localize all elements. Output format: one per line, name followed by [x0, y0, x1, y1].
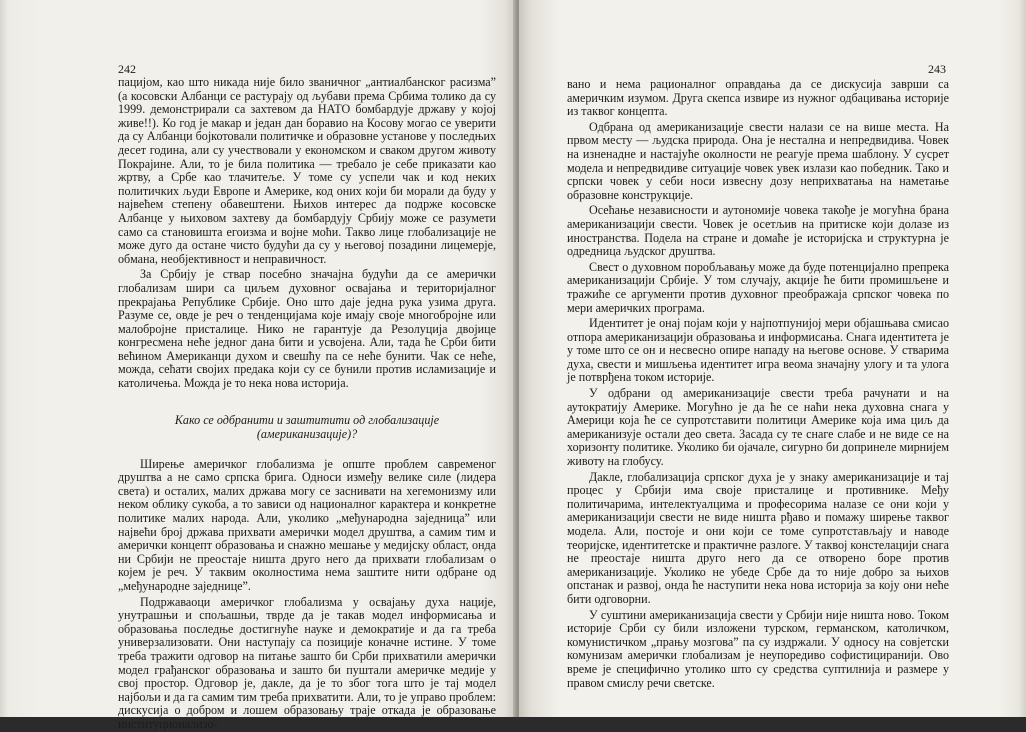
paragraph: Идентитет је онај појам који у најпотпунијој мери објашњава смисао отпора американизацији образовања и информисања. Снага идентитета је у томе што се он и несвесно опире нападу на његове основе. У стварима духа, свести и мишљења идентитет игра веома значајну улогу и та улога је потврђена током историје.: [567, 316, 949, 385]
paragraph: У суштини американизација свести у Србији није ништа ново. Током историје Срби су били изложени турском, германском, католичком, комунистичком „прању мозгова” па су издржали. У односу на совјетски комунизам амерички глобализам је неупоредиво софистициранији. Ово време је специфично утолико што су средства суптилнија и размере у правом смислу речи светске.: [567, 607, 949, 690]
right-page: [519, 0, 1026, 717]
section-heading: [118, 413, 496, 441]
paragraph: Свест о духовном поробљавању може да буде потенцијално препрека американизацији Србије. У том случају, акције ће бити промишљене и тражиће се аргументи против духовног преображаја српског човека по мери америчких програма.: [567, 259, 949, 315]
section-heading-line: Како се одбранити и заштитити од глобализације: [174, 412, 440, 427]
left-page-text: [118, 76, 496, 732]
paragraph: Подржаваоци америчког глобализма у освајању духа нације, унутрашњи и спољашњи, тврде да је такав модел информисања и образовања последње достигнуће науке и демократије и да га треба универзализовати. Они наступају са позиције коначне истине. У томе треба тражити одговор на питање зашто би Срби прихватили амерички модел грађанског образовања и зашто би пуштали америчке медије у свој простор. Одговор је, дакле, да је то због тога што је тај модел најбољи и да га самим тим треба прихватити. Али, то је управо проблем: дискусија о добром и лошем образовању траје откада је образовање институционализо-: [118, 594, 496, 731]
page-number-right: 243: [928, 62, 946, 76]
paragraph: Осећање независности и аутономије човека такође је могућна брана американизацији свести. Човек је осетљив на притиске који долазе из иностранства. Подела на стране и домаће је историјска и структурна је одредница људског друштва.: [567, 203, 949, 259]
paragraph: За Србију је ствар посебно значајна будући да се амерички глобализам шири са циљем духовног освајања и територијалног прекрајања Републике Србије. Оно што даје једна рука узима друга. Разуме се, овде је реч о тенденцијама које имају своје многобројне или малобројне присталице. Нико не гарантује да Резолуција двојице конгресмена неће једног дана бити и усвојена. Али, тада ће Срби бити већином Американци духом и свешћу па се неће бунити. Чак се неће, можда, сећати својих предака који су се бунили против исламизације и католичења. Можда је то нека нова историја.: [118, 267, 496, 391]
paragraph: У одбрани од американизације свести треба рачунати и на аутократију Америке. Могућно је да ће се наћи нека духовна снага у Америци која ће се супротставити политици Америке која има циљ да американизује остали део света. Засада су те снаге слабе и не виде се на хоризонту политике. Уколико би ојачале, сигурно би допринеле мирнијем животу на глобусу.: [567, 386, 949, 469]
paragraph: пацијом, као што никада није било званичног „антиалбанског расизма” (а косовски Албанци се растурају од љубави према Србима толико да су 1999. демонстрирали са захтевом да НАТО бомбардује државу у којој живе!!). Ко год је макар и један дан боравио на Косову могао се уверити да су Албанци бојкотовали политичке и образовне установе у последњих десет година, али су учествовали у економском и сваком другом животу Покрајине. Али, то је била политика — требало је себе приказати као жртву, а Србе као тлачитеље. У томе су успели чак и код неких политичких људи Европе и Америке, код оних који би морали да буду у највећем степену обавештени. Њихов интерес да подрже косовске Албанце у њиховом захтеву да бомбардују Србију може се разумети само са становишта егоизма и војне моћи. Такво лице глобализације не може дуго да остане чисто будући да су у његовој позадини лицемерје, обмана, необјективност и неправичност.: [118, 75, 496, 266]
paragraph: Дакле, глобализација српског духа је у знаку американизације и тај процес у Србији има своје присталице и противнике. Међу политичарима, интелектуалцима и професорима налазе се они који у американизацији свести не виде ништа рђаво и помажу ширење таквог модела. Али, постоје и они који се томе супротстављају и наводе теоријске, идентитетске и практичне разлоге. У таквој констелацији снага не преостаје ништа друго него да се отворено боре против американизације. Уколико не убеде Србе да то није добро за њихов опстанак и развој, онда ће наступити нека нова историја за коју они неће бити одговорни.: [567, 469, 949, 606]
right-page-text: [567, 78, 949, 690]
paragraph: Ширење америчког глобализма је опште проблем савременог друштва а не само српска брига. Односи између велике силе (лидера света) и осталих, малих држава могу се заснивати на хегемонизму или неком облику сукоба, а то зависи од националног карактера и конкретне политике малих народа. Али, уколико „међународна заједница” или највећи број држава прихвати амерички модел друштва, а самим тим и амерички концепт образовања и снажно мешање у медијску област, онда ни Србији не преостаје ништа друго него да прихвати глобализам о којем је реч. У таквим околностима нема заштите нити одбране од „међународне заједнице”.: [118, 456, 496, 593]
paragraph: Одбрана од американизације свести налази се на више места. На првом месту — људска природа. Она је нестална и непредвидива. Човек на изненадне и настајуће околности не реагује према шаблону. У сусрет модела и непредвидиве ситуације човек увек излази као победник. Тако и српски човек у себи носи извесну дозу неприхватања на наметање образовне конструкције.: [567, 119, 949, 202]
section-heading-line: (американизације)?: [256, 426, 358, 441]
page-number-left: 242: [118, 62, 136, 76]
paragraph: вано и нема рационалног оправдања да се дискусија заврши са америчким изумом. Друга скепса извире из нужног одбацивања историје из таквог концепта.: [567, 77, 949, 119]
